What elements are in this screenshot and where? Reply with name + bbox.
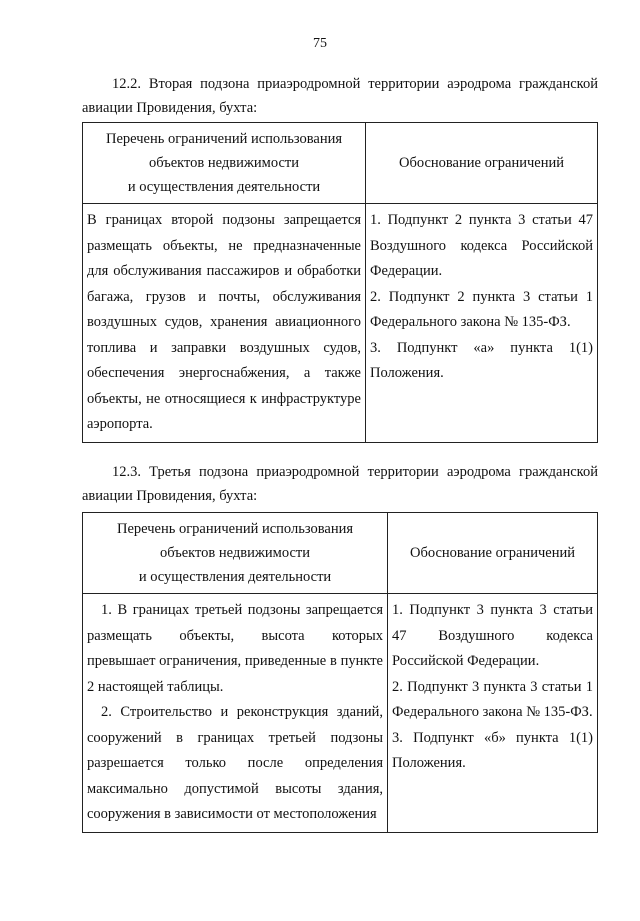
header-line: и осуществления деятельности [138, 569, 332, 585]
header-line: объектов недвижимости [159, 545, 310, 561]
justification-item: 3. Подпункт «а» пункта 1(1) Положения. [370, 339, 593, 381]
header-justification: Обоснование ограничений [388, 513, 598, 594]
justification-item: 2. Подпункт 2 пункта 3 статьи 1 Федерального закона № 135-ФЗ. [370, 288, 593, 330]
restriction-text [83, 594, 388, 833]
table-header-row [83, 513, 598, 594]
restriction-paragraph: В границах второй подзоны запрещается размещать объекты, не предназначенные для обслуживания пассажиров и обработки багажа, грузов и почты, обслуживания воздушных судов, хранения авиационного топлива и заправки воздушных судов, обеспечения энергоснабжения, а также объекты, не относящиеся к инфраструктуре аэропорта. [87, 212, 361, 432]
restrictions-table-zone-3 [82, 512, 598, 833]
table-row [83, 204, 598, 443]
restriction-text [83, 204, 366, 443]
section-heading-12-2: 12.2. Вторая подзона приаэродромной территории аэродрома гражданской авиации Провидения, бухта: [82, 76, 598, 116]
table-header-row [83, 123, 598, 204]
justification-text [366, 204, 598, 443]
header-restrictions-list [83, 123, 366, 204]
header-line: Перечень ограничений использования [105, 131, 343, 147]
header-restrictions-list [83, 513, 388, 594]
justification-text [388, 594, 598, 833]
header-line: объектов недвижимости [148, 155, 299, 171]
table-row [83, 594, 598, 833]
section-heading-12-3: 12.3. Третья подзона приаэродромной территории аэродрома гражданской авиации Провидения, бухта: [82, 464, 598, 504]
restrictions-table-zone-2 [82, 122, 598, 443]
justification-item: 1. Подпункт 3 пункта 3 статьи 47 Воздушного кодекса Российской Федерации. [392, 602, 593, 669]
header-justification: Обоснование ограничений [366, 123, 598, 204]
justification-item: 2. Подпункт 3 пункта 3 статьи 1 Федерального закона № 135-ФЗ. [392, 678, 593, 720]
header-line: и осуществления деятельности [127, 179, 321, 195]
restriction-item: 1. В границах третьей подзоны запрещается размещать объекты, высота которых превышает ограничения, приведенные в пункте 2 настоящей таблицы. [87, 602, 383, 695]
header-line: Перечень ограничений использования [116, 521, 354, 537]
page-number: 75 [313, 36, 327, 51]
restriction-item: 2. Строительство и реконструкция зданий, сооружений в границах третьей подзоны разрешается только после определения максимально допустимой высоты здания, сооружения в зависимости от местоположения [87, 704, 383, 822]
justification-item: 3. Подпункт «б» пункта 1(1) Положения. [392, 729, 593, 771]
justification-item: 1. Подпункт 2 пункта 3 статьи 47 Воздушного кодекса Российской Федерации. [370, 212, 593, 279]
